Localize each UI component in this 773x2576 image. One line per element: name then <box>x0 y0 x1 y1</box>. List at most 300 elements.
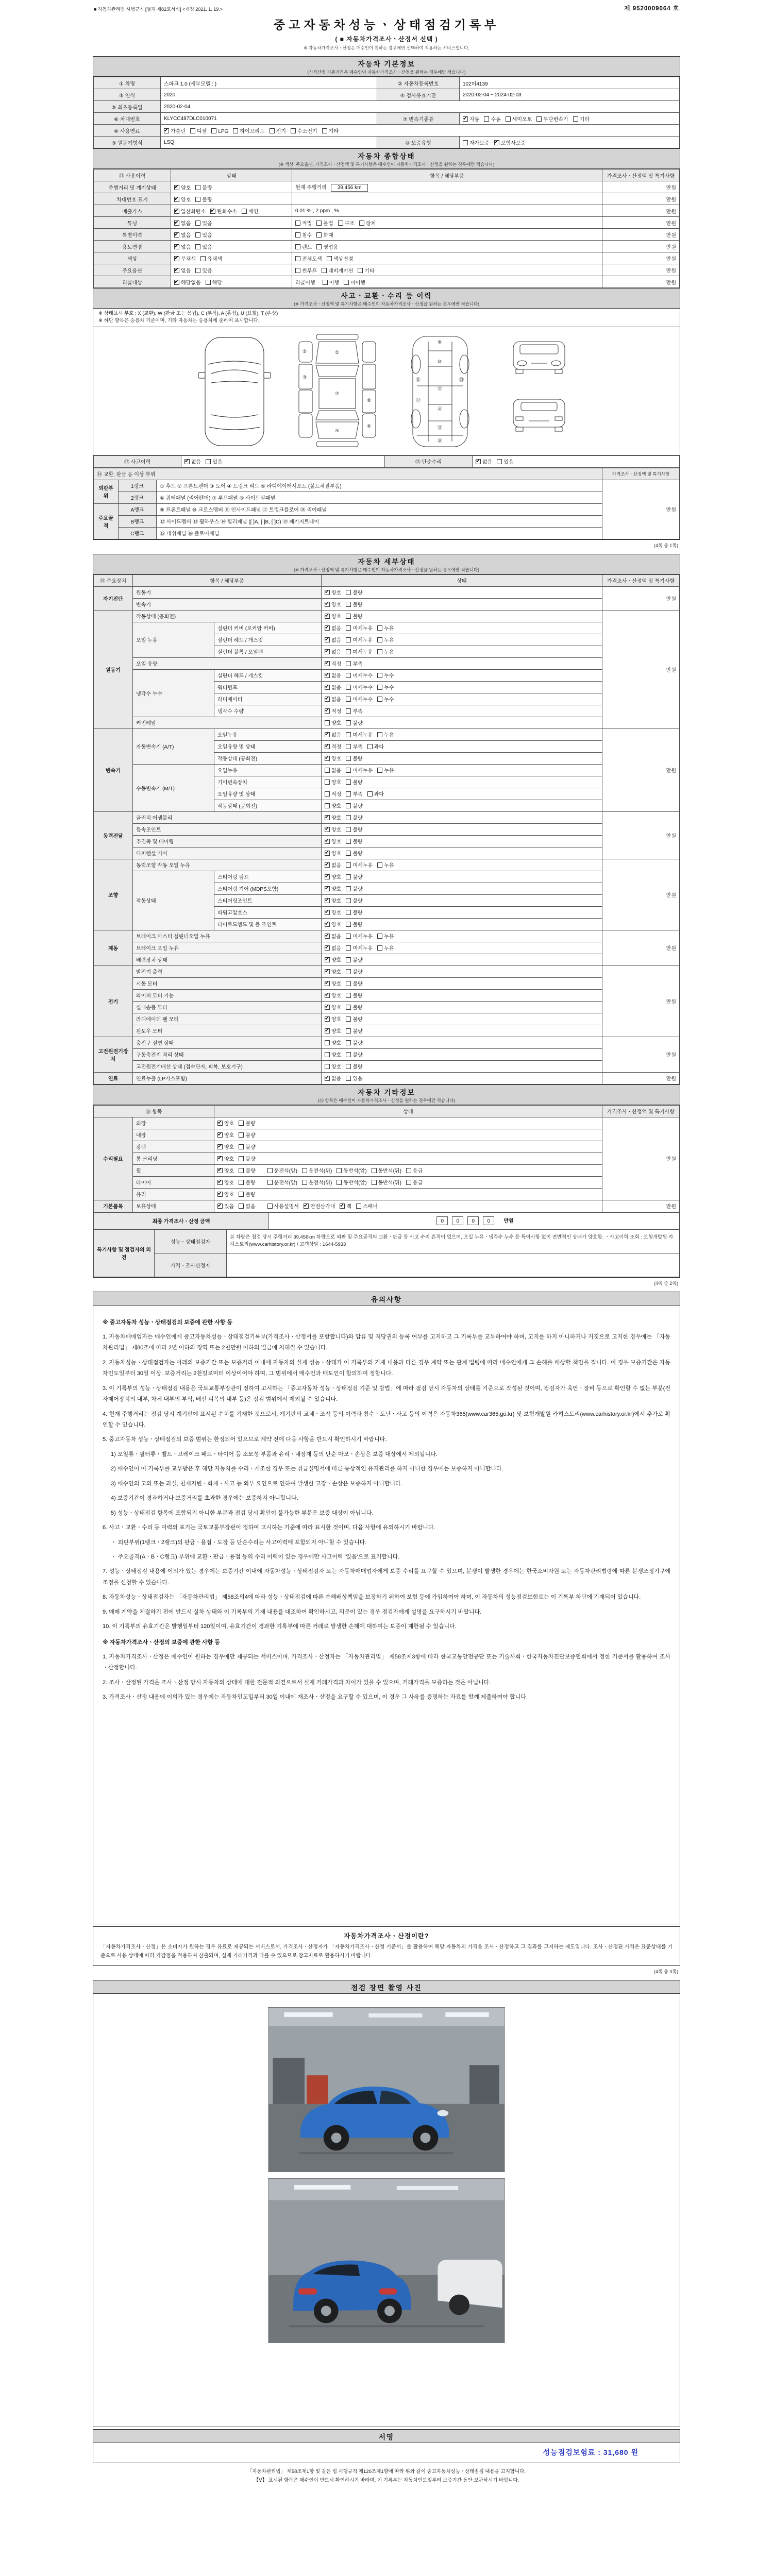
checkbox[interactable] <box>325 922 330 927</box>
checkbox-option[interactable] <box>346 944 373 952</box>
checkbox[interactable] <box>367 744 373 749</box>
checkbox-option[interactable] <box>346 731 373 738</box>
checkbox[interactable] <box>338 221 343 226</box>
checkbox-option[interactable] <box>346 956 362 963</box>
checkbox-option[interactable] <box>377 766 394 774</box>
checkbox[interactable] <box>346 957 351 962</box>
checkbox-option[interactable] <box>325 588 341 596</box>
checkbox[interactable] <box>217 1192 223 1197</box>
checkbox-option[interactable] <box>239 1178 255 1186</box>
checkbox-option[interactable] <box>367 742 384 750</box>
checkbox[interactable] <box>346 851 351 856</box>
checkbox[interactable] <box>377 732 382 737</box>
checkbox[interactable] <box>346 637 351 642</box>
checkbox-option[interactable] <box>217 1119 234 1127</box>
checkbox-option[interactable] <box>325 873 341 880</box>
checkbox-option[interactable] <box>295 231 312 239</box>
checkbox[interactable] <box>316 232 322 238</box>
checkbox-option[interactable] <box>174 195 191 203</box>
checkbox[interactable] <box>367 791 373 796</box>
checkbox[interactable] <box>377 862 382 868</box>
checkbox-option[interactable] <box>217 1190 234 1198</box>
checkbox[interactable] <box>346 886 351 891</box>
checkbox[interactable] <box>346 661 351 666</box>
checkbox-option[interactable] <box>316 231 333 239</box>
checkbox[interactable] <box>325 661 330 666</box>
checkbox-option[interactable] <box>195 266 212 274</box>
checkbox[interactable] <box>337 1180 342 1185</box>
checkbox[interactable] <box>217 1156 223 1161</box>
checkbox[interactable] <box>239 1192 244 1197</box>
checkbox[interactable] <box>377 649 382 654</box>
checkbox[interactable] <box>463 116 468 122</box>
checkbox-option[interactable] <box>325 956 341 963</box>
checkbox-option[interactable] <box>325 908 341 916</box>
checkbox[interactable] <box>377 697 382 702</box>
checkbox-option[interactable] <box>174 266 191 274</box>
checkbox[interactable] <box>302 1168 307 1173</box>
checkbox[interactable] <box>325 839 330 844</box>
checkbox[interactable] <box>346 1028 351 1033</box>
checkbox-option[interactable] <box>325 766 341 774</box>
checkbox-option[interactable] <box>337 1178 366 1186</box>
checkbox[interactable] <box>239 1121 244 1126</box>
checkbox-option[interactable] <box>377 648 394 655</box>
checkbox[interactable] <box>377 637 382 642</box>
checkbox-option[interactable] <box>195 183 212 191</box>
checkbox-option[interactable] <box>338 219 355 227</box>
checkbox[interactable] <box>325 815 330 820</box>
checkbox-option[interactable] <box>325 1074 341 1082</box>
checkbox-option[interactable] <box>346 612 362 620</box>
checkbox[interactable] <box>325 697 330 702</box>
checkbox-option[interactable] <box>346 790 362 798</box>
checkbox-option[interactable] <box>463 139 490 146</box>
checkbox-option[interactable] <box>346 932 373 940</box>
checkbox[interactable] <box>295 221 300 226</box>
checkbox-option[interactable] <box>346 778 362 786</box>
checkbox[interactable] <box>295 256 300 261</box>
checkbox[interactable] <box>325 720 330 725</box>
checkbox-option[interactable] <box>325 837 341 845</box>
checkbox[interactable] <box>346 768 351 773</box>
checkbox-option[interactable] <box>356 1202 378 1210</box>
checkbox[interactable] <box>217 1144 223 1149</box>
checkbox-option[interactable] <box>325 802 341 809</box>
checkbox-option[interactable] <box>206 457 222 465</box>
checkbox-option[interactable] <box>325 849 341 857</box>
checkbox[interactable] <box>195 185 200 190</box>
checkbox[interactable] <box>327 256 332 261</box>
checkbox-option[interactable] <box>206 278 222 286</box>
checkbox[interactable] <box>200 256 206 261</box>
checkbox[interactable] <box>346 981 351 986</box>
checkbox[interactable] <box>346 756 351 761</box>
checkbox[interactable] <box>195 197 200 202</box>
checkbox-option[interactable] <box>359 219 376 227</box>
checkbox-option[interactable] <box>302 1166 332 1174</box>
checkbox[interactable] <box>346 791 351 796</box>
checkbox-option[interactable] <box>506 115 532 123</box>
checkbox-option[interactable] <box>346 766 373 774</box>
checkbox-option[interactable] <box>325 742 341 750</box>
checkbox[interactable] <box>346 1076 351 1081</box>
checkbox[interactable] <box>506 116 511 122</box>
checkbox-option[interactable] <box>406 1178 423 1186</box>
checkbox[interactable] <box>295 232 300 238</box>
checkbox[interactable] <box>325 910 330 915</box>
checkbox-option[interactable] <box>536 115 568 123</box>
checkbox[interactable] <box>346 697 351 702</box>
checkbox[interactable] <box>325 602 330 607</box>
checkbox[interactable] <box>195 221 200 226</box>
checkbox-option[interactable] <box>164 127 186 134</box>
checkbox[interactable] <box>206 280 211 285</box>
checkbox[interactable] <box>267 1168 273 1173</box>
checkbox-option[interactable] <box>239 1202 255 1210</box>
checkbox[interactable] <box>346 945 351 951</box>
checkbox[interactable] <box>325 637 330 642</box>
checkbox[interactable] <box>323 280 328 285</box>
checkbox[interactable] <box>325 791 330 796</box>
checkbox[interactable] <box>325 934 330 939</box>
checkbox[interactable] <box>217 1132 223 1138</box>
checkbox-option[interactable] <box>325 944 341 952</box>
checkbox[interactable] <box>239 1168 244 1173</box>
checkbox-option[interactable] <box>573 115 590 123</box>
checkbox-option[interactable] <box>322 266 353 274</box>
checkbox-option[interactable] <box>346 1039 362 1046</box>
checkbox-option[interactable] <box>325 1050 341 1058</box>
checkbox[interactable] <box>174 244 179 249</box>
checkbox-option[interactable] <box>377 932 394 940</box>
checkbox[interactable] <box>463 140 468 145</box>
checkbox[interactable] <box>239 1132 244 1138</box>
checkbox-option[interactable] <box>325 695 341 703</box>
checkbox-option[interactable] <box>346 648 373 655</box>
checkbox-option[interactable] <box>325 920 341 928</box>
checkbox-option[interactable] <box>325 731 341 738</box>
checkbox[interactable] <box>325 1028 330 1033</box>
checkbox-option[interactable] <box>346 849 362 857</box>
checkbox-option[interactable] <box>372 1178 401 1186</box>
checkbox-option[interactable] <box>174 183 191 191</box>
checkbox-option[interactable] <box>195 243 212 250</box>
checkbox-option[interactable] <box>346 861 373 869</box>
checkbox[interactable] <box>346 1016 351 1022</box>
checkbox[interactable] <box>239 1144 244 1149</box>
checkbox-option[interactable] <box>325 1039 341 1046</box>
checkbox-option[interactable] <box>211 128 228 134</box>
checkbox-option[interactable] <box>346 991 362 999</box>
checkbox-option[interactable] <box>270 127 286 134</box>
checkbox-option[interactable] <box>295 219 312 227</box>
checkbox[interactable] <box>325 993 330 998</box>
checkbox-option[interactable] <box>476 457 492 465</box>
checkbox[interactable] <box>484 116 489 122</box>
checkbox-option[interactable] <box>346 719 362 726</box>
checkbox-option[interactable] <box>325 648 341 655</box>
checkbox[interactable] <box>325 981 330 986</box>
checkbox-option[interactable] <box>325 683 341 691</box>
checkbox-option[interactable] <box>377 624 394 632</box>
checkbox-option[interactable] <box>406 1166 423 1174</box>
checkbox-option[interactable] <box>325 778 341 786</box>
checkbox-option[interactable] <box>174 231 191 239</box>
checkbox-option[interactable] <box>325 612 341 620</box>
checkbox[interactable] <box>346 993 351 998</box>
checkbox[interactable] <box>325 1052 330 1057</box>
checkbox[interactable] <box>195 244 200 249</box>
checkbox-option[interactable] <box>325 979 341 987</box>
checkbox[interactable] <box>325 744 330 749</box>
checkbox-option[interactable] <box>325 707 341 715</box>
checkbox[interactable] <box>346 673 351 678</box>
checkbox[interactable] <box>325 590 330 595</box>
checkbox-option[interactable] <box>322 127 339 134</box>
checkbox[interactable] <box>344 280 349 285</box>
checkbox-option[interactable] <box>323 278 339 286</box>
checkbox-option[interactable] <box>367 790 384 798</box>
checkbox-option[interactable] <box>325 659 341 667</box>
checkbox-option[interactable] <box>346 1015 362 1023</box>
checkbox-option[interactable] <box>346 1027 362 1035</box>
checkbox-option[interactable] <box>340 1202 351 1210</box>
checkbox[interactable] <box>337 1168 342 1173</box>
checkbox[interactable] <box>174 197 179 202</box>
checkbox[interactable] <box>174 280 179 285</box>
checkbox-option[interactable] <box>346 968 362 975</box>
checkbox-option[interactable] <box>325 671 341 679</box>
checkbox[interactable] <box>346 779 351 785</box>
checkbox[interactable] <box>302 1180 307 1185</box>
checkbox[interactable] <box>295 268 300 273</box>
checkbox-option[interactable] <box>325 861 341 869</box>
checkbox[interactable] <box>346 590 351 595</box>
checkbox-option[interactable] <box>377 671 394 679</box>
checkbox-option[interactable] <box>217 1178 234 1186</box>
checkbox[interactable] <box>325 779 330 785</box>
checkbox-option[interactable] <box>210 207 237 215</box>
checkbox-option[interactable] <box>346 920 362 928</box>
checkbox-option[interactable] <box>372 1166 401 1174</box>
checkbox-option[interactable] <box>377 683 394 691</box>
checkbox-option[interactable] <box>325 600 341 608</box>
checkbox[interactable] <box>206 459 211 464</box>
checkbox[interactable] <box>346 685 351 690</box>
checkbox[interactable] <box>325 874 330 879</box>
checkbox-option[interactable] <box>239 1166 255 1174</box>
checkbox[interactable] <box>346 862 351 868</box>
checkbox-option[interactable] <box>346 600 362 608</box>
checkbox-option[interactable] <box>174 207 206 215</box>
checkbox-option[interactable] <box>346 636 373 643</box>
checkbox[interactable] <box>295 244 300 249</box>
checkbox-option[interactable] <box>239 1190 255 1198</box>
checkbox-option[interactable] <box>242 207 258 215</box>
checkbox-option[interactable] <box>463 115 479 123</box>
checkbox[interactable] <box>174 221 179 226</box>
checkbox[interactable] <box>346 969 351 974</box>
checkbox-option[interactable] <box>325 636 341 643</box>
checkbox[interactable] <box>304 1204 309 1209</box>
checkbox-option[interactable] <box>325 885 341 892</box>
checkbox-option[interactable] <box>346 754 362 762</box>
checkbox-option[interactable] <box>190 127 207 134</box>
checkbox[interactable] <box>346 1005 351 1010</box>
checkbox[interactable] <box>195 268 200 273</box>
checkbox[interactable] <box>322 268 327 273</box>
checkbox[interactable] <box>217 1204 223 1209</box>
checkbox-option[interactable] <box>325 719 341 726</box>
checkbox[interactable] <box>358 268 363 273</box>
checkbox-option[interactable] <box>239 1143 255 1150</box>
checkbox[interactable] <box>497 459 502 464</box>
checkbox[interactable] <box>325 1064 330 1069</box>
checkbox-option[interactable] <box>174 219 191 227</box>
checkbox[interactable] <box>377 685 382 690</box>
checkbox-option[interactable] <box>291 127 317 134</box>
checkbox-option[interactable] <box>325 932 341 940</box>
checkbox[interactable] <box>325 945 330 951</box>
checkbox-option[interactable] <box>325 896 341 904</box>
checkbox[interactable] <box>325 886 330 891</box>
checkbox[interactable] <box>190 128 195 133</box>
checkbox[interactable] <box>325 957 330 962</box>
checkbox[interactable] <box>406 1168 411 1173</box>
checkbox-option[interactable] <box>346 896 362 904</box>
checkbox-option[interactable] <box>358 266 374 274</box>
checkbox[interactable] <box>346 827 351 832</box>
checkbox[interactable] <box>239 1180 244 1185</box>
checkbox-option[interactable] <box>346 1074 362 1082</box>
checkbox[interactable] <box>217 1168 223 1173</box>
checkbox[interactable] <box>325 625 330 631</box>
checkbox[interactable] <box>325 1040 330 1045</box>
checkbox[interactable] <box>325 1005 330 1010</box>
checkbox-option[interactable] <box>346 683 373 691</box>
checkbox[interactable] <box>346 649 351 654</box>
checkbox[interactable] <box>316 244 322 249</box>
checkbox-option[interactable] <box>325 825 341 833</box>
checkbox-option[interactable] <box>346 742 362 750</box>
checkbox[interactable] <box>325 649 330 654</box>
checkbox[interactable] <box>346 1040 351 1045</box>
checkbox[interactable] <box>325 685 330 690</box>
checkbox[interactable] <box>346 744 351 749</box>
checkbox[interactable] <box>174 185 179 190</box>
checkbox-option[interactable] <box>346 624 373 632</box>
checkbox-option[interactable] <box>346 671 373 679</box>
checkbox-option[interactable] <box>295 266 317 274</box>
checkbox-option[interactable] <box>195 231 212 239</box>
checkbox[interactable] <box>210 209 215 214</box>
checkbox-option[interactable] <box>346 908 362 916</box>
checkbox[interactable] <box>346 815 351 820</box>
checkbox-option[interactable] <box>325 1027 341 1035</box>
checkbox-option[interactable] <box>316 243 338 250</box>
checkbox-option[interactable] <box>325 754 341 762</box>
checkbox[interactable] <box>270 128 275 133</box>
checkbox[interactable] <box>242 209 247 214</box>
checkbox-option[interactable] <box>200 255 222 262</box>
checkbox-option[interactable] <box>295 255 322 262</box>
checkbox[interactable] <box>377 934 382 939</box>
checkbox-option[interactable] <box>344 278 365 286</box>
checkbox[interactable] <box>267 1180 273 1185</box>
checkbox-option[interactable] <box>346 979 362 987</box>
checkbox-option[interactable] <box>302 1178 332 1186</box>
checkbox-option[interactable] <box>377 636 394 643</box>
checkbox-option[interactable] <box>337 1166 366 1174</box>
checkbox[interactable] <box>377 625 382 631</box>
checkbox-option[interactable] <box>316 219 333 227</box>
checkbox[interactable] <box>573 116 578 122</box>
checkbox[interactable] <box>377 945 382 951</box>
checkbox[interactable] <box>377 768 382 773</box>
checkbox-option[interactable] <box>217 1155 234 1162</box>
checkbox-option[interactable] <box>346 659 362 667</box>
checkbox[interactable] <box>346 720 351 725</box>
checkbox[interactable] <box>233 128 238 133</box>
checkbox-option[interactable] <box>325 991 341 999</box>
checkbox-option[interactable] <box>346 837 362 845</box>
checkbox-option[interactable] <box>325 1003 341 1011</box>
checkbox[interactable] <box>217 1121 223 1126</box>
checkbox[interactable] <box>174 268 179 273</box>
checkbox-option[interactable] <box>304 1202 335 1210</box>
checkbox[interactable] <box>346 803 351 808</box>
checkbox-option[interactable] <box>327 255 354 262</box>
checkbox-option[interactable] <box>267 1202 299 1210</box>
checkbox-option[interactable] <box>377 944 394 952</box>
checkbox-option[interactable] <box>233 127 264 134</box>
checkbox[interactable] <box>346 934 351 939</box>
checkbox[interactable] <box>377 673 382 678</box>
checkbox-option[interactable] <box>346 1050 362 1058</box>
checkbox[interactable] <box>340 1204 345 1209</box>
checkbox-option[interactable] <box>346 873 362 880</box>
checkbox[interactable] <box>346 910 351 915</box>
checkbox[interactable] <box>494 140 499 145</box>
checkbox[interactable] <box>174 232 179 238</box>
checkbox[interactable] <box>346 1052 351 1057</box>
checkbox[interactable] <box>325 708 330 714</box>
checkbox-option[interactable] <box>217 1202 234 1210</box>
checkbox[interactable] <box>325 1076 330 1081</box>
checkbox-option[interactable] <box>497 457 513 465</box>
checkbox[interactable] <box>325 851 330 856</box>
checkbox-option[interactable] <box>174 278 201 286</box>
checkbox-option[interactable] <box>346 707 362 715</box>
checkbox[interactable] <box>346 732 351 737</box>
checkbox[interactable] <box>372 1180 377 1185</box>
checkbox-option[interactable] <box>239 1155 255 1162</box>
checkbox-option[interactable] <box>174 243 191 250</box>
checkbox[interactable] <box>174 256 179 261</box>
checkbox-option[interactable] <box>346 1003 362 1011</box>
checkbox[interactable] <box>195 232 200 238</box>
checkbox[interactable] <box>325 673 330 678</box>
checkbox[interactable] <box>346 839 351 844</box>
checkbox[interactable] <box>325 862 330 868</box>
checkbox-option[interactable] <box>325 814 341 821</box>
checkbox-option[interactable] <box>346 814 362 821</box>
checkbox[interactable] <box>325 827 330 832</box>
checkbox-option[interactable] <box>295 243 312 250</box>
checkbox[interactable] <box>346 625 351 631</box>
checkbox[interactable] <box>346 898 351 903</box>
